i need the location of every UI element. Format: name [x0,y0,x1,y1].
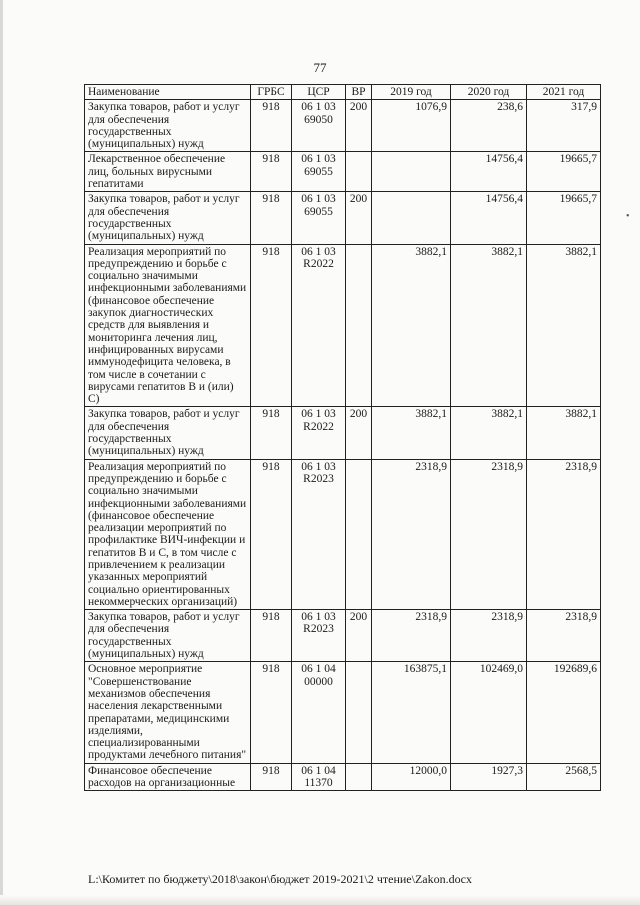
cell-csr: 06 1 03 R2022 [292,244,346,407]
cell-csr: 06 1 03 69055 [292,192,346,244]
cell-grbs: 918 [251,100,292,152]
table-row [85,763,601,791]
cell-2020: 102469,0 [451,662,527,763]
cell-2020: 2318,9 [451,459,527,610]
cell-name: Лекарственное обеспечение лиц, больных вирусными гепатитами [85,152,251,192]
cell-2019: 2318,9 [372,610,451,662]
cell-csr: 06 1 03 69050 [292,100,346,152]
cell-2019 [372,152,451,192]
cell-grbs: 918 [251,407,292,459]
cell-name: Реализация мероприятий по предупреждению и борьбе с социально значимыми инфекционными заболеваниями (финансовое обеспечение реализации мероприятий по профилактике ВИЧ-инфекции и гепатитов В и С, в том числе с привлечением к реализации указанных мероприятий социально ориентированных некоммерческих организаций) [85,459,251,610]
table-header-row [85,85,601,100]
cell-csr: 06 1 03 R2023 [292,610,346,662]
table-row [85,152,601,192]
cell-vr: 200 [346,192,372,244]
cell-2020: 3882,1 [451,407,527,459]
cell-grbs: 918 [251,662,292,763]
cell-csr: 06 1 03 R2022 [292,407,346,459]
cell-grbs: 918 [251,152,292,192]
cell-2021: 19665,7 [527,192,601,244]
cell-name: Закупка товаров, работ и услуг для обеспечения государственных (муниципальных) нужд [85,100,251,152]
cell-name: Реализация мероприятий по предупреждению и борьбе с социально значимыми инфекционными заболеваниями (финансовое обеспечение закупок диагностических средств для выявления и мониторинга лечения лиц, инфицированных вирусами иммунодефицита человека, в том числе в сочетании с вирусами гепатитов В и (или) С) [85,244,251,407]
scan-edge-bottom [0,895,640,905]
cell-2021: 192689,6 [527,662,601,763]
cell-vr: 200 [346,407,372,459]
cell-grbs: 918 [251,763,292,791]
cell-2021: 19665,7 [527,152,601,192]
cell-vr [346,152,372,192]
cell-name: Закупка товаров, работ и услуг для обеспечения государственных (муниципальных) нужд [85,192,251,244]
cell-grbs: 918 [251,610,292,662]
cell-vr [346,662,372,763]
cell-2019: 3882,1 [372,244,451,407]
cell-2021: 2318,9 [527,459,601,610]
table-row [85,459,601,610]
cell-vr: 200 [346,100,372,152]
cell-2019: 2318,9 [372,459,451,610]
cell-2019: 163875,1 [372,662,451,763]
scan-mark: • [626,211,630,222]
header-grbs: ГРБС [251,85,292,100]
cell-grbs: 918 [251,459,292,610]
cell-2020: 2318,9 [451,610,527,662]
cell-2020: 238,6 [451,100,527,152]
header-2019: 2019 год [372,85,451,100]
footer-file-path: L:\Комитет по бюджету\2018\закон\бюджет 2019-2021\2 чтение\Zakon.docx [88,872,472,886]
header-csr: ЦСР [292,85,346,100]
cell-vr: 200 [346,610,372,662]
header-vr: ВР [346,85,372,100]
cell-2019: 12000,0 [372,763,451,791]
cell-csr: 06 1 04 11370 [292,763,346,791]
cell-2019 [372,192,451,244]
cell-vr [346,763,372,791]
table-row [85,192,601,244]
budget-table [84,84,601,791]
table-row [85,662,601,763]
cell-2020: 1927,3 [451,763,527,791]
cell-name: Закупка товаров, работ и услуг для обеспечения государственных (муниципальных) нужд [85,610,251,662]
table-row [85,610,601,662]
cell-csr: 06 1 04 00000 [292,662,346,763]
cell-2021: 317,9 [527,100,601,152]
table-row [85,244,601,407]
cell-2021: 2318,9 [527,610,601,662]
cell-vr [346,244,372,407]
cell-2021: 3882,1 [527,244,601,407]
table-row [85,407,601,459]
cell-2019: 1076,9 [372,100,451,152]
cell-csr: 06 1 03 R2023 [292,459,346,610]
scan-edge-left [0,0,3,905]
page-number: 77 [313,60,327,75]
cell-name: Основное мероприятие "Совершенствование механизмов обеспечения населения лекарственными препаратами, медицинскими изделиями, специализированными продуктами лечебного питания" [85,662,251,763]
table-row [85,100,601,152]
cell-csr: 06 1 03 69055 [292,152,346,192]
cell-grbs: 918 [251,244,292,407]
cell-name: Закупка товаров, работ и услуг для обеспечения государственных (муниципальных) нужд [85,407,251,459]
cell-2020: 14756,4 [451,192,527,244]
cell-name: Финансовое обеспечение расходов на организационные [85,763,251,791]
cell-grbs: 918 [251,192,292,244]
cell-2020: 14756,4 [451,152,527,192]
header-name: Наименование [85,85,251,100]
header-2020: 2020 год [451,85,527,100]
cell-2020: 3882,1 [451,244,527,407]
cell-vr [346,459,372,610]
header-2021: 2021 год [527,85,601,100]
cell-2021: 2568,5 [527,763,601,791]
cell-2019: 3882,1 [372,407,451,459]
cell-2021: 3882,1 [527,407,601,459]
